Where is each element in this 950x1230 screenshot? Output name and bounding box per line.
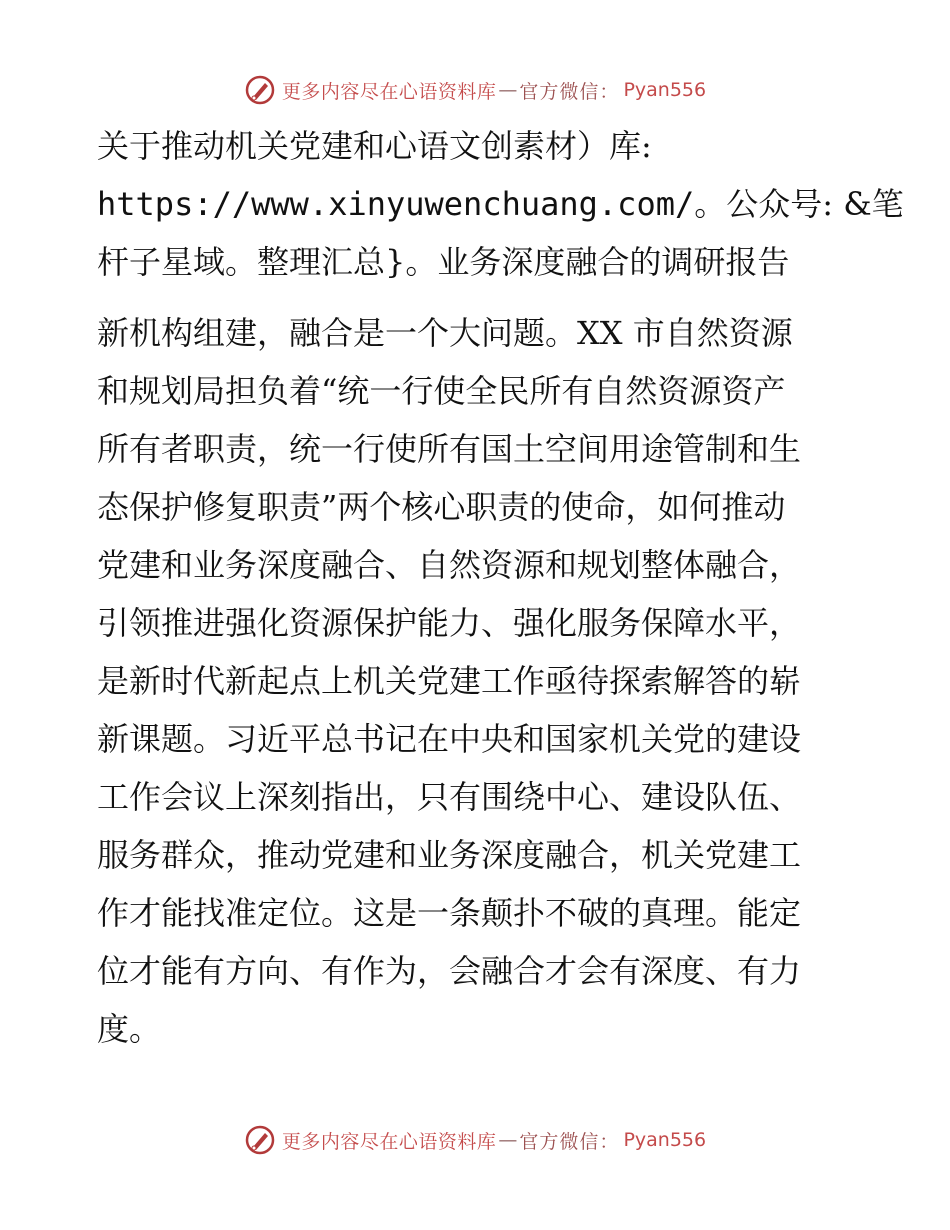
watermark-main-text: 更多内容尽在心语资料库: [281, 80, 497, 103]
watermark-wechat-id: Pyan556: [623, 1129, 707, 1151]
body-line: 服务群众，推动党建和业务深度融合，机关党建工: [97, 836, 802, 874]
body-line: 所有者职责，统一行使所有国土空间用途管制和生: [97, 430, 802, 468]
body-line: 和规划局担负着“统一行使全民所有自然资源资产: [97, 372, 786, 410]
body-line: 引领推进强化资源保护能力、强化服务保障水平，: [97, 604, 802, 642]
body-line: 态保护修复职责”两个核心职责的使命，如何推动: [97, 488, 786, 526]
watermark-wechat-label: 官方微信：: [519, 1130, 620, 1153]
title-line-3: 杆子星域。整理汇总}。业务深度融合的调研报告: [97, 243, 790, 281]
body-line: 新机构组建，融合是一个大问题。XX 市自然资源: [97, 314, 793, 352]
body-line: 新课题。习近平总书记在中央和国家机关党的建设: [97, 720, 802, 758]
source-url: https://www.xinyuwenchuang.com/: [97, 185, 695, 223]
watermark-separator: —: [498, 1129, 518, 1151]
pen-seal-icon: [244, 74, 276, 106]
title-line-1: 关于推动机关党建和心语文创素材）库:: [97, 127, 652, 165]
body-line: 度。: [97, 1010, 162, 1048]
document-body-paragraph: [97, 304, 857, 1058]
watermark-main-text: 更多内容尽在心语资料库: [281, 1130, 497, 1153]
body-line: 工作会议上深刻指出，只有围绕中心、建设队伍、: [97, 778, 802, 816]
footer-watermark: [0, 1120, 950, 1160]
watermark-wechat-label: 官方微信：: [519, 80, 620, 103]
title-line-2: [97, 175, 904, 233]
document-title-block: [97, 117, 904, 291]
watermark-wechat-id: Pyan556: [623, 79, 707, 101]
body-line: 位才能有方向、有作为，会融合才会有深度、有力: [97, 952, 802, 990]
watermark-separator: —: [498, 79, 518, 101]
pen-seal-icon: [244, 1124, 276, 1156]
title-line-2-rest: 。公众号: &笔: [694, 185, 904, 223]
body-line: 是新时代新起点上机关党建工作亟待探索解答的崭: [97, 662, 802, 700]
header-watermark: [0, 70, 950, 110]
body-line: 作才能找准定位。这是一条颠扑不破的真理。能定: [97, 894, 802, 932]
body-line: 党建和业务深度融合、自然资源和规划整体融合，: [97, 546, 802, 584]
